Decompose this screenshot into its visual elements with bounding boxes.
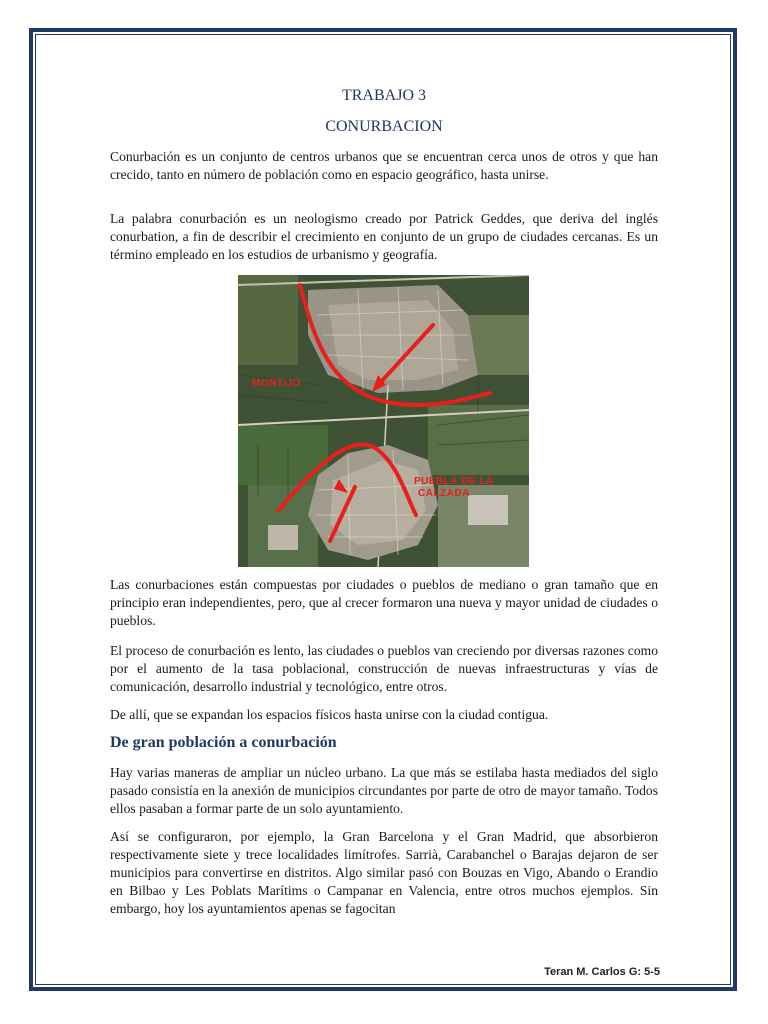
paragraph-6: Hay varias maneras de ampliar un núcleo urbano. La que más se estilaba hasta mediados del siglo pasado consistía en la anexión de municipios circundantes por parte de otro de mayor tamaño. Todos ellos pasaban a formar parte de un solo ayuntamiento. [110,765,658,816]
figure-label-left: MONTIJO [252,378,302,389]
paragraph-4: El proceso de conurbación es lento, las ciudades o pueblos van creciendo por diversas razones como por el aumento de la tasa poblacional, construcción de nuevas infraestructuras y vías de comunicación, desarrollo industrial y tecnológico, entre otros. [110,643,658,694]
paragraph-2: La palabra conurbación es un neologismo creado por Patrick Geddes, que deriva del inglés conurbation, a fin de describir el crecimiento en conjunto de un grupo de ciudades cercanas. Es un término empleado en los estudios de urbanismo y geografía. [110,211,658,262]
page-footer: Teran M. Carlos G: 5-5 [544,966,660,978]
paragraph-3: Las conurbaciones están compuestas por ciudades o pueblos de mediano o gran tamaño que en principio eran independientes, pero, que al crecer formaron una nueva y mayor unidad de ciudades o pueblos. [110,577,658,628]
paragraph-5: De allí, que se expandan los espacios físicos hasta unirse con la ciudad contigua. [110,707,549,722]
paragraph-1: Conurbación es un conjunto de centros urbanos que se encuentran cerca unos de otros y que han crecido, tanto en número de población como en espacio geográfico, hasta unirse. [110,149,658,182]
document-subtitle: CONURBACION [325,118,443,135]
section-heading: De gran población a conurbación [110,734,337,751]
document-title: TRABAJO 3 [341,87,426,104]
figure-label-right-line1: PUEBLA DE LA [414,476,494,487]
figure-label-right-line2: CALZADA [418,488,470,499]
aerial-photo [238,275,529,567]
paragraph-7: Así se configuraron, por ejemplo, la Gran Barcelona y el Gran Madrid, que absorbieron respectivamente siete y trece localidades limítrofes. Sarrià, Carabanchel o Barajas dejaron de ser municipios para convertirse en distritos. Algo similar pasó con Bouzas en Vigo, Abando o Erandio en Bilbao y Les Poblats Marítims o Campanar en Valencia, entre otros muchos ejemplos. Sin embargo, hoy los ayuntamientos apenas se fagocitan [110,829,658,916]
aerial-photo-figure [238,275,529,567]
